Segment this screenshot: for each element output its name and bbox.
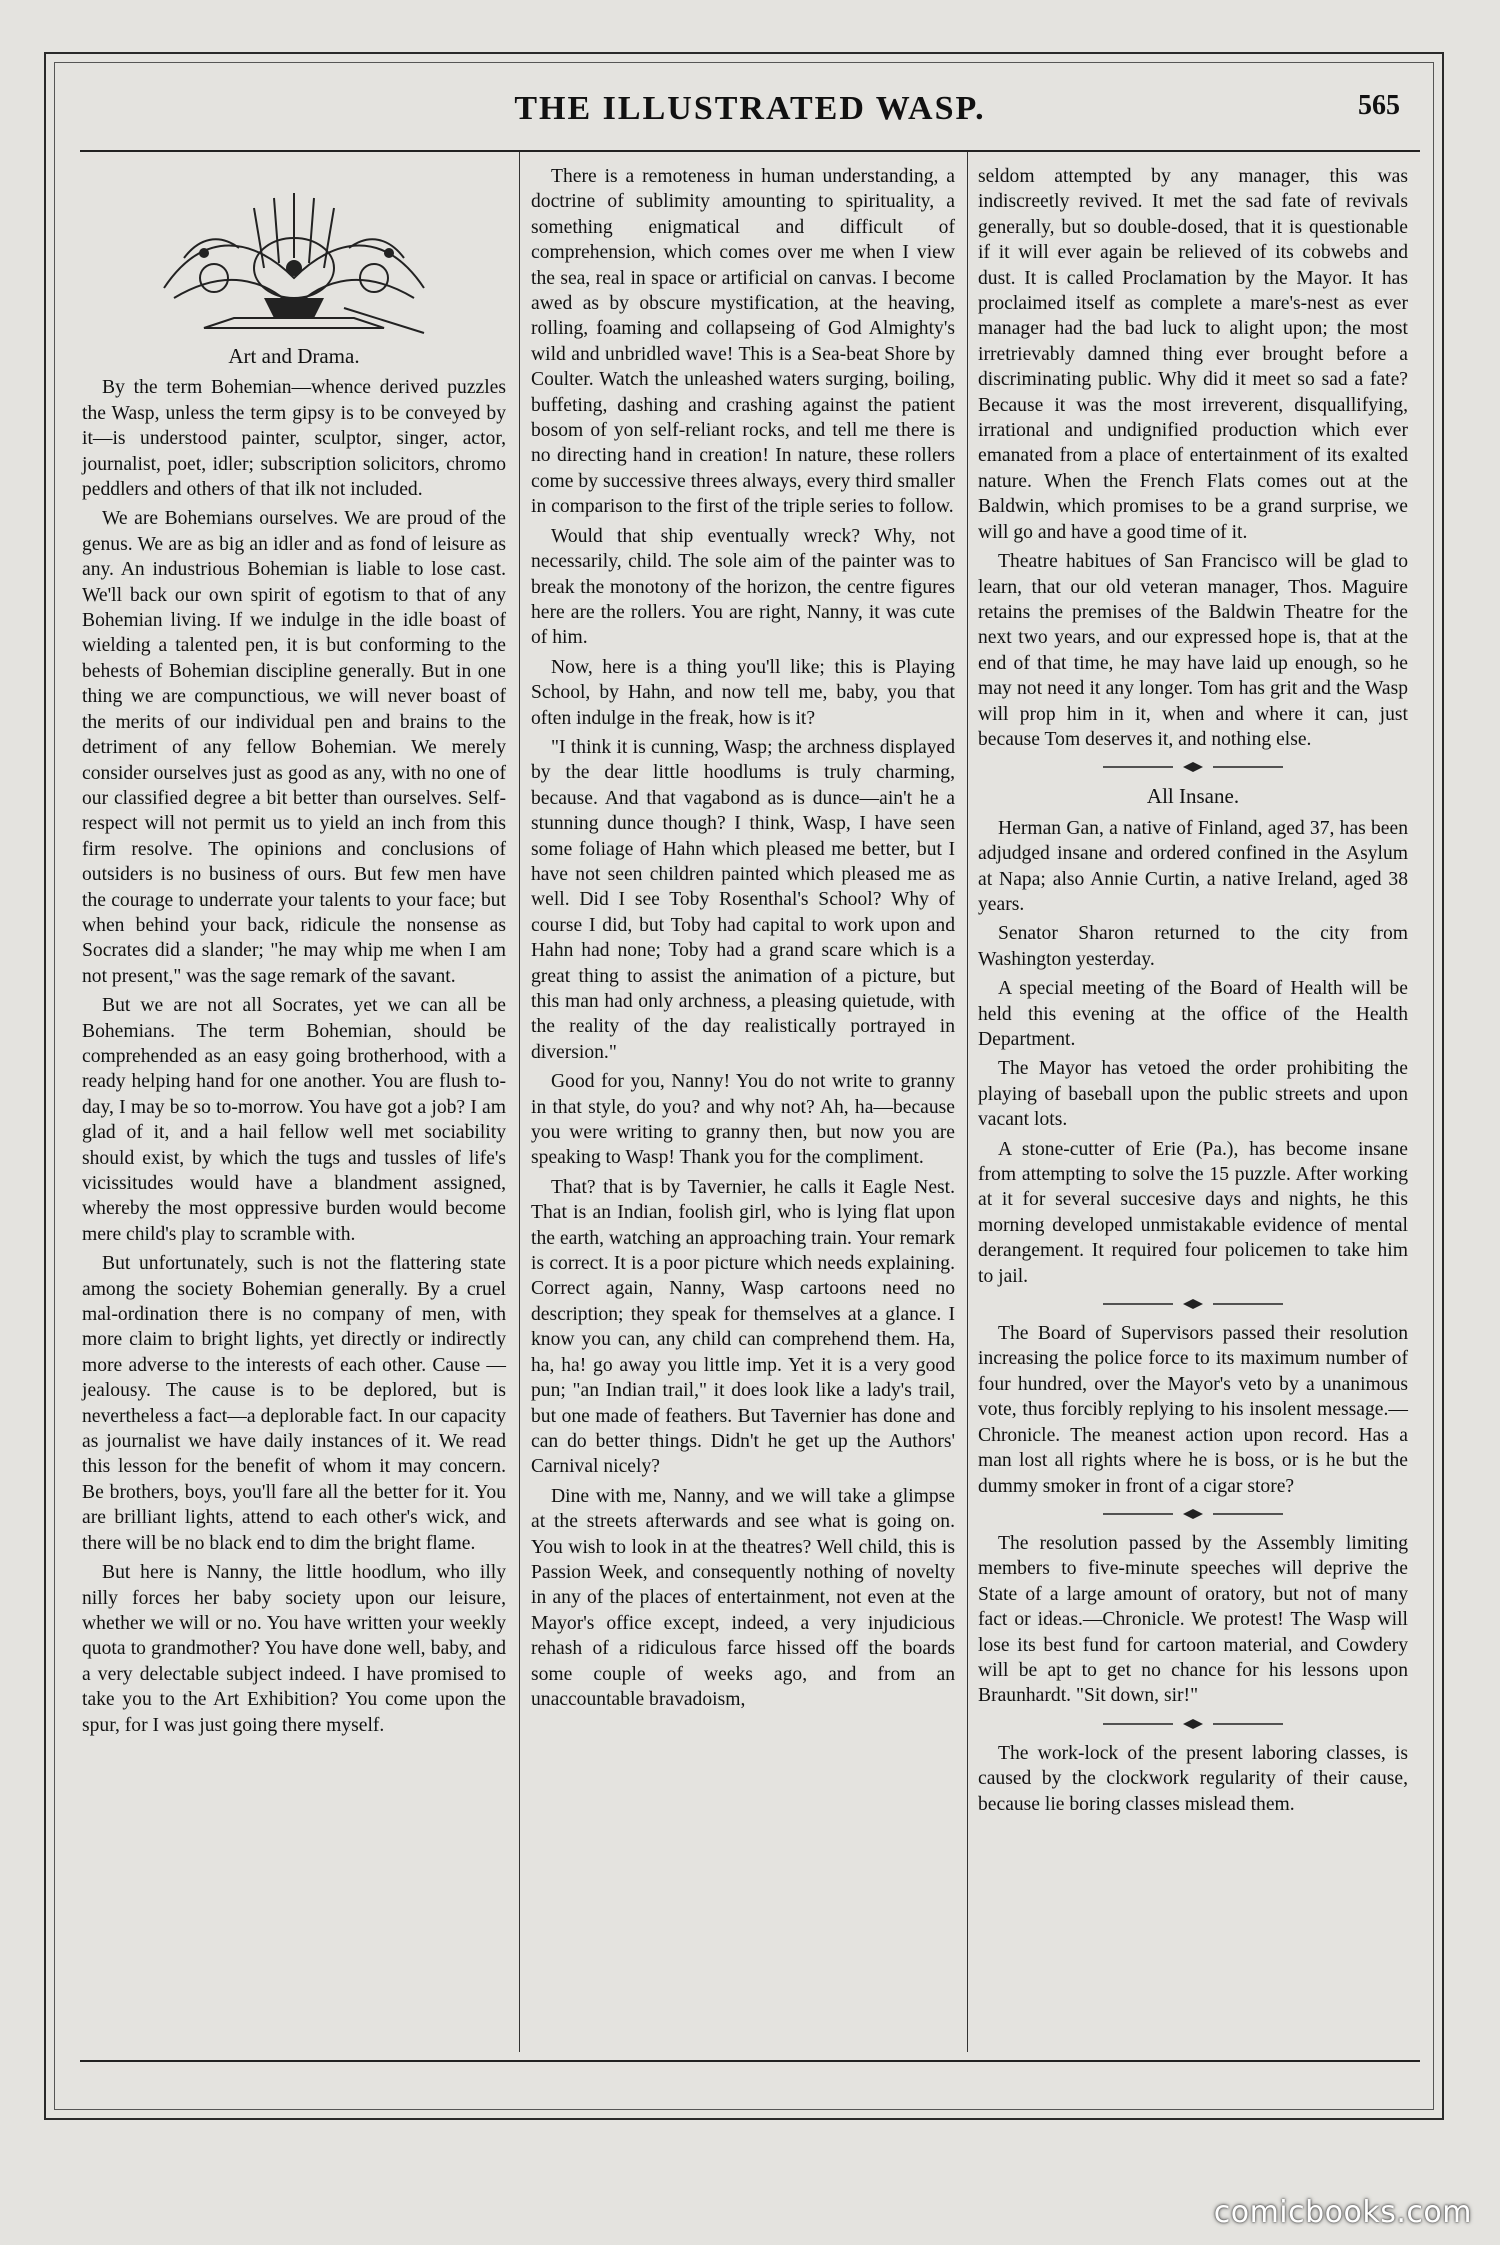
article-paragraph: Would that ship eventually wreck? Why, not necessarily, child. The sole aim of the painter was to break the monotony of the horizon, the centre figures here are the rollers. You are right, Nanny, it was cute of him. (531, 525, 955, 649)
article-paragraph: But here is Nanny, the little hoodlum, who illy nilly forces her baby society upon our leisure, whether we will or no. You have written your weekly quota to grandmother? You have done well, baby, and a very delectable subject indeed. I have promised to take you to the Art Exhibition? You come upon the spur, for I was just going there myself. (82, 1562, 506, 1736)
site-watermark: comicbooks.com (1213, 2195, 1472, 2230)
news-item: The resolution passed by the Assembly limiting members to five-minute speeches will deprive the State of a large amount of oratory, but not of many fact or ideas.—Chronicle. We protest! The Wasp will lose its best fund for cartoon material, and Cowdery will be apt to get no chance for his lessons upon Braunhardt. "Sit down, sir!" (978, 1532, 1408, 1707)
section-separator-icon (1103, 1717, 1283, 1731)
masthead (80, 84, 1420, 144)
all-insane-title: All Insane. (1146, 784, 1240, 809)
section-separator-icon (1103, 1507, 1283, 1521)
masthead-title: THE ILLUSTRATED WASP. (514, 90, 986, 127)
news-item: Senator Sharon returned to the city from Washington yesterday. (978, 923, 1408, 970)
art-and-drama-title: Art and Drama. (228, 344, 360, 368)
article-paragraph: "I think it is cunning, Wasp; the archness displayed by the dear little hoodlums is truly charming, because. And that vagabond as is dunce—ain't he a stunning dunce though? I think, Wasp, I have seen some foliage of Hahn which pleased me better, but I have not seen children painted which pleased me as well. Did I see Toby Rosenthal's School? Why of course I did, but Toby had capital to work upon and Hahn had none; Toby had a grand scare which is a great thing to assist the animation of a picture, but this man had only archness, a pleasing quietude, with the reality of the day realistically portrayed in diversion." (531, 736, 955, 1063)
news-item: Herman Gan, a native of Finland, aged 37, has been adjudged insane and ordered confined in the Asylum at Napa; also Annie Curtin, a native Ireland, aged 38 years. (978, 817, 1408, 915)
article-paragraph: We are Bohemians ourselves. We are proud of the genus. We are as big an idler and as fond of leisure as any. An industrious Bohemian is liable to lose cast. We'll back our own spirit of egotism to that of any Bohemian living. If we indulge in the idle boast of wielding a talented pen, it is but conforming to the behests of Bohemian discipline generally. But in one thing we are compunctious, we will never boast of the merits of our individual pen and brains to the detriment of any fellow Bohemian. We merely consider ourselves just as good as any, with no one of our classified degree a bit better than ourselves. Self-respect will not permit us to yield an inch from this firm resolve. The opinions and conclusions of outsiders is no business of ours. But few men have the courage to underrate your talents to your face; but when behind your back, ridicule the nonsense as Socrates did a slander; "he may whip me when I am not present," was the sage remark of the savant. (82, 508, 506, 987)
column-rule-2 (967, 152, 968, 2052)
article-paragraph: seldom attempted by any manager, this was indiscreetly revived. It met the sad fate of revivals generally, but so double-dosed, that it is questionable if it will ever again be relieved of its cobwebs and dust. It is called Proclamation by the Mayor. It has proclaimed itself as complete a mare's-nest as ever manager had the bad luck to alight upon; the most irretrievably damned thing ever brought before a discriminating public. Why did it meet so sad a fate? Because it was the most irreverent, disquallifying, irrational and undignified production which ever emanated from a place of entertainment of its exalted nature. When the French Flats comes out at the Baldwin, which promises to be a grand surprise, we will go and have a good time of it. (978, 166, 1408, 543)
article-paragraph: Now, here is a thing you'll like; this is Playing School, by Hahn, and now tell me, baby, you that often indulge in the freak, how is it? (531, 656, 955, 729)
column-1 (82, 164, 506, 1742)
article-paragraph: By the term Bohemian—whence derived puzzles the Wasp, unless the term gipsy is to be conveyed by it—is understood painter, sculptor, singer, actor, journalist, poet, idler; subscription solicitors, chromo peddlers and others of that ilk not included. (82, 377, 506, 501)
page-number: 565 (1358, 90, 1400, 121)
article-paragraph: But unfortunately, such is not the flattering state among the society Bohemian generally. By a cruel mal-ordination there is no company of men, with more claim to bright lights, yet directly or indirectly more adverse to the interests of each other. Cause —jealousy. The cause is to be deplored, but is nevertheless a fact—a deplorable fact. In our capacity as journalist we have daily instances of it. We read this lesson for the benefit of whom it may concern. Be brothers, boys, you'll fare all the better for it. You are brilliant lights, attend to each other's wick, and there will be no black end to dim the bright flame. (82, 1253, 506, 1554)
header-rule (80, 150, 1420, 152)
news-item: A special meeting of the Board of Health will be held this evening at the office of the Health Department. (978, 978, 1408, 1050)
column-2 (531, 164, 955, 1716)
article-paragraph: That? that is by Tavernier, he calls it Eagle Nest. That is an Indian, foolish girl, who is lying flat upon the earth, watching an approaching train. Your remark is correct. It is a poor picture which needs explaining. Correct again, Nanny, Wasp cartoons need no description; they speak for themselves at a glance. I know you can, any child can comprehend them. Ha, ha, ha! go away you little imp. Yet it is a very good pun; "an Indian trail," it does look like a lady's trail, but one made of feathers. But Tavernier has done and can do better things. Didn't he get up the Authors' Carnival nicely? (531, 1176, 955, 1478)
section-separator-icon (1103, 1297, 1283, 1311)
news-item: The Board of Supervisors passed their resolution increasing the police force to its maximum number of four hundred, over the Mayor's veto by a unanimous vote, thus forcibly replying to his insolent message.— Chronicle. The meanest action upon record. Has a man lost all rights where he is boss, or is he but the dummy smoker in front of a cigar store? (978, 1323, 1408, 1497)
news-item: A stone-cutter of Erie (Pa.), has become insane from attempting to solve the 15 puzzle. After working at it for several succesive days and nights, he this morning developed unmistakable evidence of mental derangement. It required four policemen to take him to jail. (978, 1138, 1408, 1287)
article-paragraph: Theatre habitues of San Francisco will be glad to learn, that our old veteran manager, Thos. Maguire retains the premises of the Baldwin Theatre for the next two years, and our expressed hope is, that at the end of that time, he may have laid up enough, so he may not need it any longer. Tom has grit and the Wasp will prop him in it, when and where it can, just because Tom deserves it, and nothing else. (978, 551, 1408, 750)
column-rule-1 (519, 152, 520, 2052)
ornamental-vignette-icon (144, 168, 444, 338)
news-item: The work-lock of the present laboring classes, is caused by the clockwork regularity of their cause, because lie boring classes mislead them. (978, 1742, 1408, 1815)
article-paragraph: But we are not all Socrates, yet we can all be Bohemians. The term Bohemian, should be comprehended as an easy going brotherhood, with a ready helping hand for one another. You are flush to-day, I may be so to-morrow. You have got a job? I am glad of it, and a hail fellow well met sociability should exist, by which the tugs and tussles of life's vicissitudes would have a blandment assigned, whereby the most oppressive burden would become mere child's play to scramble with. (82, 995, 506, 1245)
article-paragraph: There is a remoteness in human understanding, a doctrine of sublimity amounting to spirituality, a something enigmatical and difficult of comprehension, which comes over me when I view the sea, real in space or artificial on canvas. I become awed as by obscure mystification, at the heaving, rolling, foaming and collapseing of God Almighty's wild and unbridled wave! This is a Sea-beat Shore by Coulter. Watch the unleashed waters surging, boiling, buffeting, dashing and crashing against the patient bosom of yon self-reliant rocks, and tell me there is no directing hand in creation! In nature, these rollers come by successive threes always, every third smaller in comparison to the first of the triple series to follow. (531, 166, 955, 518)
article-paragraph: Good for you, Nanny! You do not write to granny in that style, do you? and why not? Ah, ha—because you were writing to granny then, but now you are speaking to Wasp! Thank you for the compliment. (531, 1071, 955, 1169)
news-item: The Mayor has vetoed the order prohibiting the playing of baseball upon the public streets and upon vacant lots. (978, 1058, 1408, 1131)
section-separator-icon (1103, 760, 1283, 774)
footer-rule (80, 2060, 1420, 2062)
column-3 (978, 164, 1408, 1821)
article-paragraph: Dine with me, Nanny, and we will take a glimpse at the streets afterwards and see what is going on. You wish to look in at the theatres? Well child, this is Passion Week, and consequently nothing of novelty in any of the places of entertainment, not even at the Mayor's office except, indeed, a very injudicious rehash of a ridiculous farce hissed off the boards some couple of weeks ago, and from an unaccountable bravadoism, (531, 1485, 955, 1710)
